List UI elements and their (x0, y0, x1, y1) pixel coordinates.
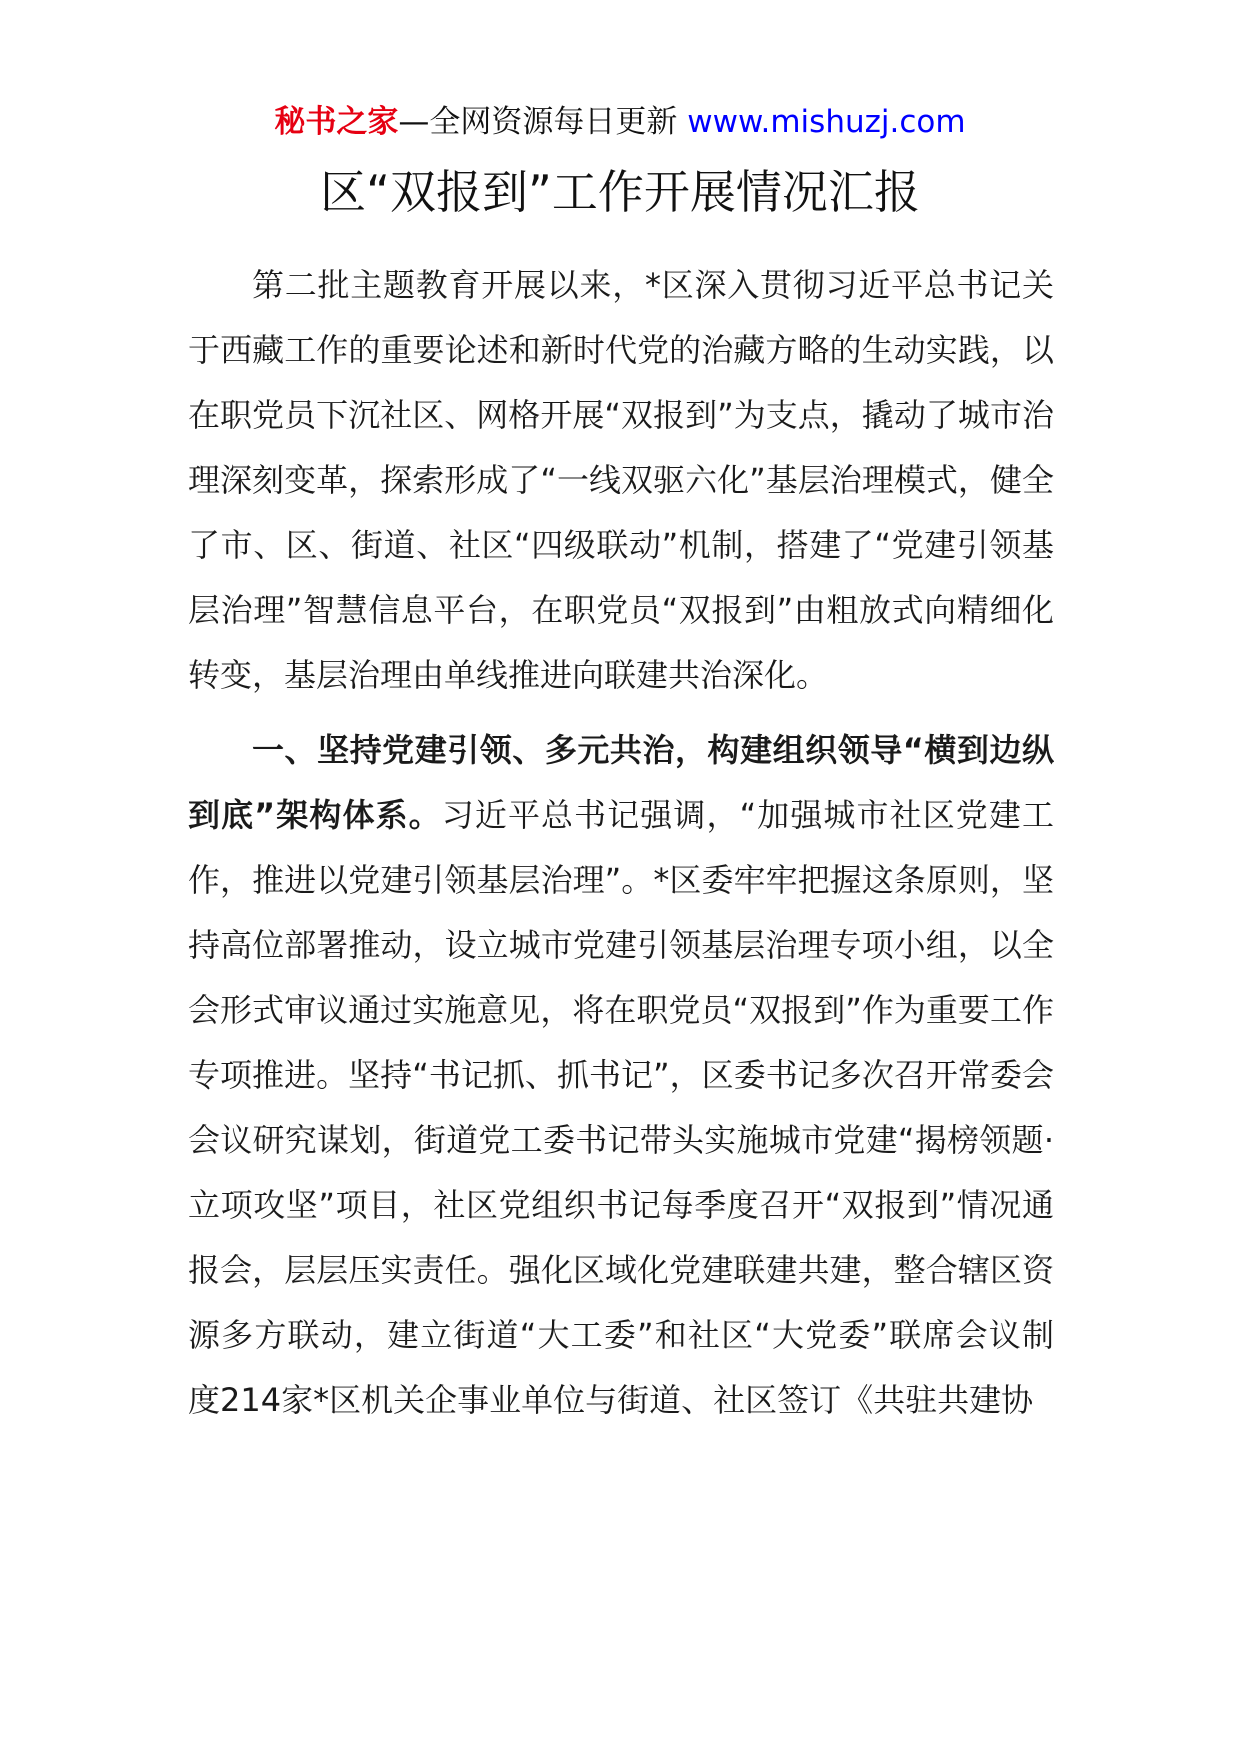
site-url-link[interactable]: www.mishuzj.com (687, 104, 966, 140)
section-one-paragraph (188, 718, 1054, 1433)
section-one-heading: 一、坚持党建引领、多元共治，构建组织领导“横到边纵到底”架构体系。 (188, 731, 1054, 834)
site-tagline: —全网资源每日更新 (398, 104, 688, 140)
section-one-text: 习近平总书记强调，“加强城市社区党建工作，推进以党建引领基层治理”。*区委牢牢把握这条原则，坚持高位部署推动，设立城市党建引领基层治理专项小组，以全会形式审议通过实施意见，将在职党员“双报到”作为重要工作专项推进。坚持“书记抓、抓书记”，区委书记多次召开常委会会议研究谋划，街道党工委书记带头实施城市党建“揭榜领题·立项攻坚”项目，社区党组织书记每季度召开“双报到”情况通报会，层层压实责任。强化区域化党建联建共建，整合辖区资源多方联动，建立街道“大工委”和社区“大党委”联席会议制度214家*区机关企事业单位与街道、社区签订《共驻共建协 (188, 796, 1054, 1419)
document-body (188, 253, 1054, 1433)
intro-paragraph-text: 第二批主题教育开展以来，*区深入贯彻习近平总书记关于西藏工作的重要论述和新时代党的治藏方略的生动实践，以在职党员下沉社区、网格开展“双报到”为支点，撬动了城市治理深刻变革，探索形成了“一线双驱六化”基层治理模式，健全了市、区、街道、社区“四级联动”机制，搭建了“党建引领基层治理”智慧信息平台，在职党员“双报到”由粗放式向精细化转变，基层治理由单线推进向联建共治深化。 (188, 266, 1054, 694)
intro-paragraph (188, 253, 1054, 708)
site-name: 秘书之家 (274, 104, 399, 140)
site-header (0, 100, 1240, 144)
document-title: 区“双报到”工作开展情况汇报 (320, 165, 920, 219)
